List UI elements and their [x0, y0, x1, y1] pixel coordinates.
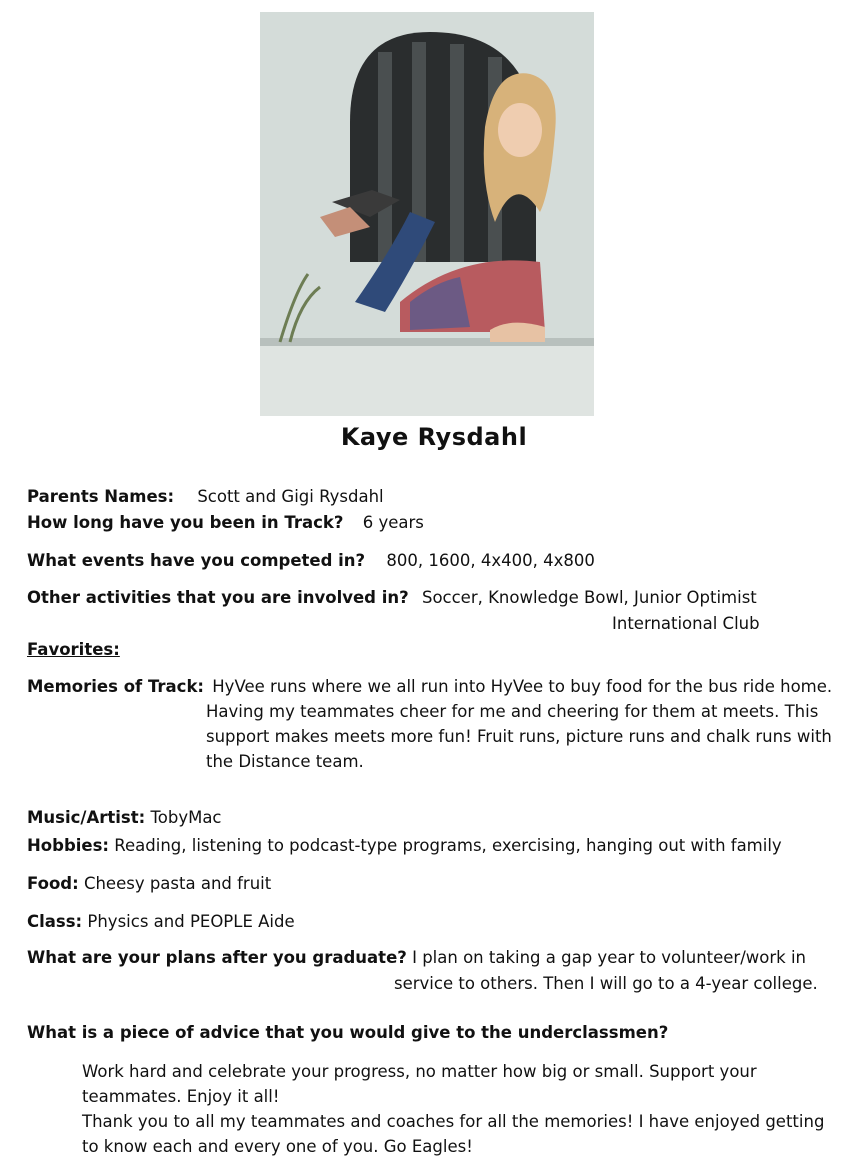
- music-value: TobyMac: [150, 808, 222, 827]
- class-value: Physics and PEOPLE Aide: [87, 912, 295, 931]
- memories-line: the Distance team.: [206, 752, 364, 771]
- class-row: [27, 912, 295, 932]
- events-label: What events have you competed in?: [27, 551, 366, 570]
- plans-value-line2: service to others. Then I will go to a 4-year college.: [394, 974, 818, 993]
- food-value: Cheesy pasta and fruit: [83, 874, 272, 893]
- parents-value: Scott and Gigi Rysdahl: [197, 487, 384, 506]
- advice-line: teammates. Enjoy it all!: [82, 1087, 280, 1106]
- activities-value-line2: International Club: [612, 614, 760, 633]
- portrait-photo: [260, 12, 594, 416]
- parents-label: Parents Names:: [27, 487, 175, 506]
- memories-label: Memories of Track:: [27, 677, 205, 696]
- favorites-heading: Favorites:: [27, 640, 120, 659]
- advice-line: Work hard and celebrate your progress, no matter how big or small. Support your: [82, 1062, 757, 1081]
- advice-line: Thank you to all my teammates and coaches for all the memories! I have enjoyed getting: [82, 1112, 825, 1131]
- memories-line: support makes meets more fun! Fruit runs, picture runs and chalk runs with: [206, 727, 832, 746]
- student-name: Kaye Rysdahl: [340, 423, 528, 451]
- track-years-value: 6 years: [362, 513, 424, 532]
- music-label: Music/Artist:: [27, 808, 146, 827]
- track-years-label: How long have you been in Track?: [27, 513, 344, 532]
- music-row: [27, 808, 222, 828]
- plans-value-line1: I plan on taking a gap year to volunteer/work in: [412, 948, 806, 967]
- food-label: Food:: [27, 874, 79, 893]
- class-label: Class:: [27, 912, 83, 931]
- advice-label: What is a piece of advice that you would give to the underclassmen?: [27, 1023, 669, 1042]
- hobbies-row: [27, 836, 782, 856]
- memories-row: [27, 677, 832, 697]
- parents-row: [27, 487, 384, 507]
- plans-label: What are your plans after you graduate?: [27, 948, 407, 967]
- activities-label: Other activities that you are involved in?: [27, 588, 409, 607]
- food-row: [27, 874, 271, 894]
- events-row: [27, 551, 595, 571]
- activities-value-line1: Soccer, Knowledge Bowl, Junior Optimist: [421, 588, 757, 607]
- memories-line: Having my teammates cheer for me and cheering for them at meets. This: [206, 702, 819, 721]
- events-value: 800, 1600, 4x400, 4x800: [386, 551, 595, 570]
- track-years-row: [27, 513, 424, 533]
- memories-line: HyVee runs where we all run into HyVee to buy food for the bus ride home.: [212, 677, 833, 696]
- hobbies-label: Hobbies:: [27, 836, 110, 855]
- hobbies-value: Reading, listening to podcast-type programs, exercising, hanging out with family: [114, 836, 782, 855]
- advice-line: to know each and every one of you. Go Eagles!: [82, 1137, 473, 1156]
- activities-row: [27, 588, 757, 608]
- plans-row: [27, 948, 806, 968]
